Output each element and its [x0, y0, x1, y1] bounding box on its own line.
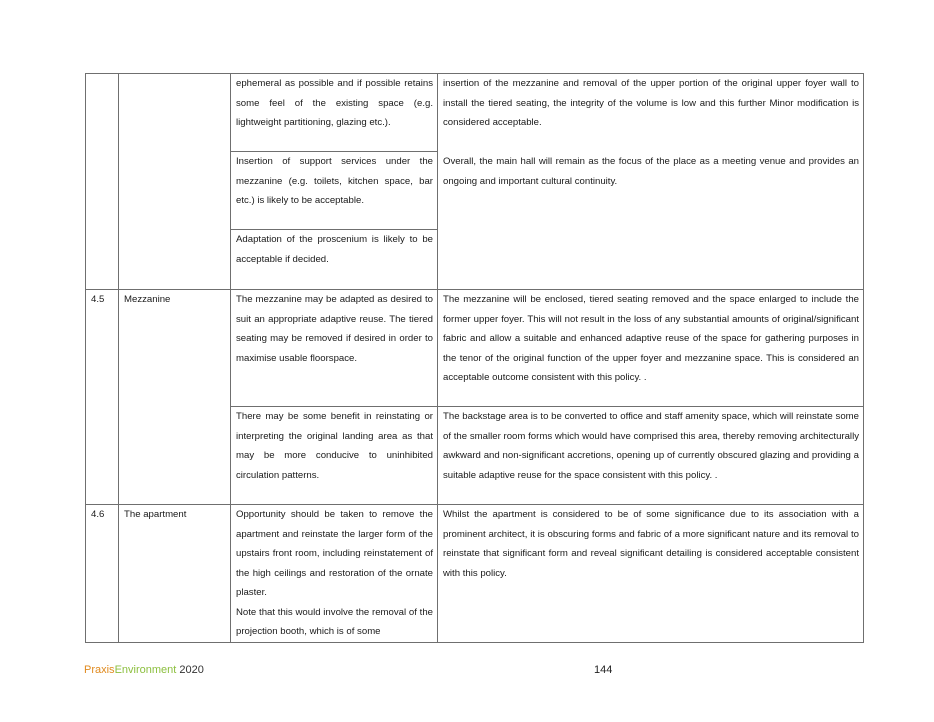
policy-cell [231, 407, 438, 505]
item-number-cell [86, 290, 119, 505]
policy-text: ephemeral as possible and if possible retains some feel of the existing space (e.g. lightweight partitioning, glazing etc.). [236, 78, 433, 128]
policy-text: Opportunity should be taken to remove the apartment and reinstate the larger form of the upstairs front room, including reinstatement of the high ceilings and restoration of the ornate plaster. [236, 509, 433, 598]
policy-cell [231, 505, 438, 643]
response-text: The mezzanine will be enclosed, tiered seating removed and the space enlarged to include the former upper foyer. This will not result in the loss of any substantial amounts of original/significant fabric and allow a suitable and enhanced adaptive reuse of the space for gathering purposes in the tenor of the original function of the upper foyer and mezzanine space. This is considered an acceptable outcome consistent with this policy. . [443, 294, 859, 383]
response-cell [438, 290, 864, 407]
policy-cell [231, 230, 438, 290]
item-number-cell [86, 74, 119, 290]
brand-praxis: Praxis [84, 664, 115, 676]
element-cell [119, 505, 231, 643]
footer-brand [84, 664, 204, 676]
policy-text: Insertion of support services under the mezzanine (e.g. toilets, kitchen space, bar etc.) is likely to be acceptable. [236, 156, 433, 206]
item-number: 4.5 [91, 294, 105, 305]
brand-year: 2020 [176, 664, 204, 676]
table-row [86, 505, 864, 643]
policy-note: Note that this would involve the removal of the projection booth, which is of some [236, 606, 433, 637]
response-cell [438, 407, 864, 505]
response-cell [438, 74, 864, 290]
policy-cell [231, 152, 438, 230]
policy-cell [231, 290, 438, 407]
policy-text: The mezzanine may be adapted as desired to suit an appropriate adaptive reuse. The tiered seating may be removed if desired in order to maximise usable floorspace. [236, 294, 433, 364]
response-text: Overall, the main hall will remain as the focus of the place as a meeting venue and provides an ongoing and important cultural continuity. [443, 156, 859, 187]
brand-environment: Environment [114, 664, 177, 676]
element-name: The apartment [124, 509, 187, 520]
response-text: insertion of the mezzanine and removal of the upper portion of the original upper foyer wall to install the tiered seating, the integrity of the volume is low and this further Minor modification is considered acceptable. [443, 78, 859, 128]
response-text: The backstage area is to be converted to office and staff amenity space, which will reinstate some of the smaller room forms which would have comprised this area, thereby removing architecturally awkward and non-significant accretions, opening up of currently obscured glazing and providing a suitable adaptive reuse for the space consistent with this policy. . [443, 411, 859, 481]
element-cell [119, 290, 231, 505]
policy-text: There may be some benefit in reinstating or interpreting the original landing area as that may be more conducive to uninhibited circulation patterns. [236, 411, 433, 481]
item-number-cell [86, 505, 119, 643]
response-text: Whilst the apartment is considered to be of some significance due to its association with a prominent architect, it is obscuring forms and fabric of a more significant nature and its removal to reinstate that significant form and reveal significant detailing is considered acceptable consistent with this policy. [443, 509, 859, 579]
table-row [86, 74, 864, 152]
policy-cell [231, 74, 438, 152]
policy-table [85, 73, 864, 643]
page-number: 144 [594, 664, 613, 676]
table-row [86, 290, 864, 407]
response-cell [438, 505, 864, 643]
policy-text: Adaptation of the proscenium is likely to be acceptable if decided. [236, 234, 433, 265]
element-name: Mezzanine [124, 294, 171, 305]
element-cell [119, 74, 231, 290]
item-number: 4.6 [91, 509, 105, 520]
